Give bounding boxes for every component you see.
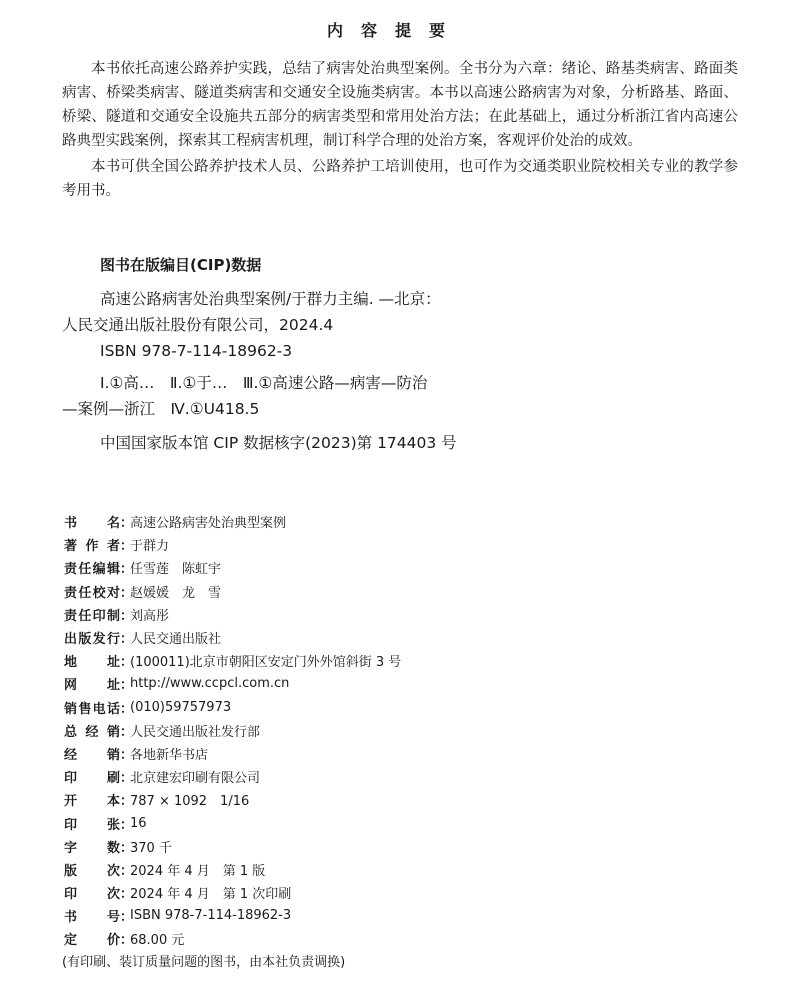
fact-value: 2024 年 4 月 第 1 次印刷 — [130, 887, 292, 903]
fact-row — [64, 603, 664, 626]
fact-colon: ： — [120, 794, 134, 810]
fact-label: 地址 — [64, 655, 120, 671]
publication-facts — [64, 510, 664, 951]
fact-label: 网址 — [64, 678, 120, 694]
fact-row — [64, 672, 664, 695]
fact-label: 出版发行 — [64, 632, 120, 648]
fact-value: 370 千 — [130, 840, 172, 856]
fact-row — [64, 835, 664, 858]
fact-row — [64, 881, 664, 904]
fact-label: 定价 — [64, 933, 120, 949]
fact-label: 书名 — [64, 516, 120, 532]
fact-row — [64, 811, 664, 834]
summary-paragraph-2: 本书可供全国公路养护技术人员、公路养护工培训使用，也可作为交通类职业院校相关专业的教学参考用书。 — [62, 159, 738, 199]
fact-value: ISBN 978-7-114-18962-3 — [130, 908, 292, 924]
fact-value: 于群力 — [130, 539, 170, 555]
fact-row — [64, 742, 664, 765]
fact-colon: ： — [120, 910, 134, 926]
fact-row — [64, 858, 664, 881]
fact-colon: ： — [120, 562, 134, 578]
fact-value: 2024 年 4 月 第 1 版 — [130, 863, 266, 879]
fact-label: 责任校对 — [64, 585, 120, 601]
fact-label: 书号 — [64, 910, 120, 926]
fact-colon: ： — [120, 747, 134, 763]
fact-value: 68.00 元 — [130, 933, 185, 949]
fact-row — [64, 788, 664, 811]
cip-publisher-line: 人民交通出版社股份有限公司，2024.4 — [62, 316, 334, 334]
fact-label: 字数 — [64, 840, 120, 856]
fact-row — [64, 533, 664, 556]
fact-row — [64, 649, 664, 672]
fact-value: 787 × 1092 1/16 — [130, 794, 250, 810]
fact-label: 版次 — [64, 863, 120, 879]
fact-row — [64, 580, 664, 603]
fact-colon: ： — [120, 585, 134, 601]
fact-value: 赵媛媛 龙 雪 — [130, 585, 222, 601]
fact-row — [64, 556, 664, 579]
fact-value: http://www.ccpcl.com.cn — [130, 676, 290, 692]
cip-subject-line: Ⅰ.①高… Ⅱ.①于… Ⅲ.①高速公路—病害—防治 — [100, 374, 428, 392]
fact-row — [64, 904, 664, 927]
fact-colon: ： — [120, 817, 134, 833]
fact-value: 人民交通出版社 — [130, 632, 222, 648]
fact-label: 总经销 — [64, 724, 120, 740]
cip-heading: 图书在版编目(CIP)数据 — [100, 256, 262, 274]
fact-colon: ： — [120, 887, 134, 903]
fact-label: 著作者 — [64, 539, 120, 555]
fact-value: 各地新华书店 — [130, 747, 209, 763]
quality-note: (有印刷、装订质量问题的图书，由本社负责调换) — [62, 955, 346, 970]
fact-row — [64, 696, 664, 719]
fact-label: 印刷 — [64, 771, 120, 787]
cip-title-line: 高速公路病害处治典型案例/于群力主编. —北京： — [100, 290, 441, 308]
fact-label: 开本 — [64, 794, 120, 810]
fact-value: (010)59757973 — [130, 699, 232, 715]
fact-label: 责任编辑 — [64, 562, 120, 578]
fact-row — [64, 765, 664, 788]
fact-value: 人民交通出版社发行部 — [130, 724, 261, 740]
fact-row — [64, 927, 664, 950]
fact-colon: ： — [120, 724, 134, 740]
cip-record-number: 中国国家版本馆 CIP 数据核字(2023)第 174403 号 — [100, 434, 457, 452]
fact-row — [64, 626, 664, 649]
fact-colon: ： — [120, 701, 134, 717]
fact-row — [64, 719, 664, 742]
fact-colon: ： — [120, 840, 134, 856]
fact-value: 北京建宏印刷有限公司 — [130, 771, 261, 787]
fact-colon: ： — [120, 608, 134, 624]
fact-colon: ： — [120, 539, 134, 555]
fact-colon: ： — [120, 632, 134, 648]
fact-label: 责任印制 — [64, 608, 120, 624]
fact-colon: ： — [120, 516, 134, 532]
fact-row — [64, 510, 664, 533]
cip-isbn-line: ISBN 978-7-114-18962-3 — [100, 342, 293, 360]
fact-value: 高速公路病害处治典型案例 — [130, 516, 287, 532]
fact-colon: ： — [120, 933, 134, 949]
fact-colon: ： — [120, 863, 134, 879]
fact-label: 销售电话 — [64, 701, 120, 717]
fact-colon: ： — [120, 771, 134, 787]
fact-value: 任雪莲 陈虹宇 — [130, 562, 222, 578]
summary-paragraph-1: 本书依托高速公路养护实践，总结了病害处治典型案例。全书分为六章：绪论、路基类病害、路面类病害、桥梁类病害、隧道类病害和交通安全设施类病害。本书以高速公路病害为对象，分析路基、路面、桥梁、隧道和交通安全设施共五部分的病害类型和常用处治方法；在此基础上，通过分析浙江省内高速公路典型实践案例，探索其工程病害机理，制订科学合理的处治方案，客观评价处治的成效。 — [62, 61, 738, 149]
summary-title: 内容提要 — [326, 21, 463, 40]
fact-colon: ： — [120, 678, 134, 694]
fact-value: (100011)北京市朝阳区安定门外外馆斜街 3 号 — [130, 655, 402, 671]
fact-value: 刘高彤 — [130, 608, 170, 624]
fact-label: 印次 — [64, 887, 120, 903]
fact-label: 经销 — [64, 747, 120, 763]
fact-label: 印张 — [64, 817, 120, 833]
fact-colon: ： — [120, 655, 134, 671]
cip-subject-line-2: —案例—浙江 Ⅳ.①U418.5 — [62, 400, 260, 418]
fact-value: 16 — [130, 815, 147, 831]
